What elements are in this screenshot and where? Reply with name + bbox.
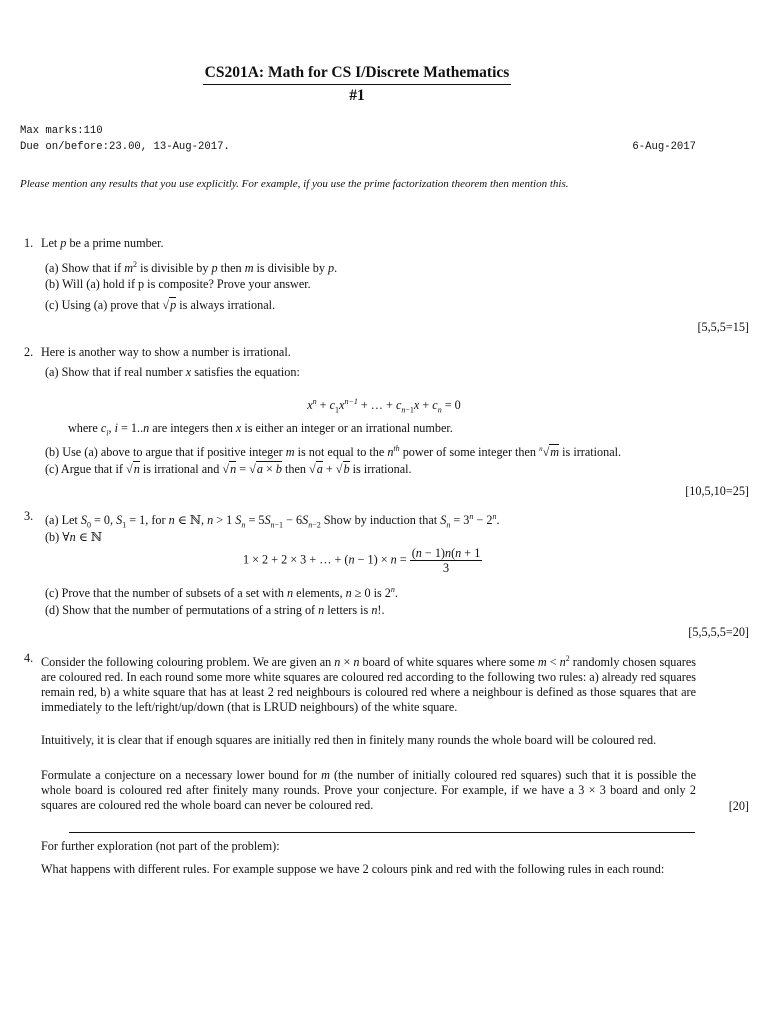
q2-number: 2.	[24, 345, 34, 359]
q1-part-c: (c) Using (a) prove that √p is always irrational.	[45, 298, 276, 312]
q4-number: 4.	[24, 651, 34, 665]
q3-equation: 1 × 2 + 2 × 3 + … + (n − 1) × n = $\frac{(n - 1)n(n + 1}{3}$	[243, 546, 481, 575]
q1-intro: Let p be a prime number.	[41, 236, 164, 250]
q3-marks: [5,5,5,5=20]	[688, 625, 749, 639]
assignment-number: #1	[349, 87, 365, 104]
q3-number: 3.	[24, 509, 34, 523]
q1-marks: [5,5,5=15]	[697, 320, 749, 334]
q1-number: 1.	[24, 236, 34, 250]
q3-part-b: (b) ∀n ∈ ℕ	[45, 530, 102, 544]
due-date: Due on/before:23.00, 13-Aug-2017.	[20, 141, 230, 153]
instructions-note: Please mention any results that you use explicitly. For example, if you use the prime factorization theorem then mention this.	[20, 178, 569, 190]
q4-paragraph-1: Consider the following colouring problem. We are given an n × n board of white squares where some $m < n^2$ randomly chosen squares are coloured red. In each round some more white squares are coloured red according to the following two rules: a) already red squares remain red, b) a white square that has at least 2 red neighbours is coloured red where a neighbour is defined as those squares that are immediately to the left/right/up/down (that is LRUD neighbours) of the white square.	[41, 654, 697, 715]
issue-date: 6-Aug-2017	[632, 141, 696, 153]
page-title: CS201A: Math for CS I/Discrete Mathematics	[0, 63, 714, 85]
q2-part-a: (a) Show that if real number x satisfies the equation:	[45, 365, 300, 379]
q2-equation: $x^n + c_1x^{n-1}$ + … + $c_{n-1}x + c_n = 0$	[307, 397, 461, 415]
q3-part-c: (c) Prove that the number of subsets of a set with n elements, n ≥ 0 is 2$^n$.	[45, 585, 398, 601]
section-divider	[69, 832, 695, 833]
further-text: What happens with different rules. For example suppose we have 2 colours pink and red with the following rules in each round:	[41, 862, 665, 876]
q3-part-d: (d) Show that the number of permutations of a string of n letters is n!.	[45, 603, 385, 617]
q2-part-c: (c) Argue that if √n is irrational and √n = √a × b then √a + √b is irrational.	[45, 462, 412, 476]
q1-part-b: (b) Will (a) hold if p is composite? Prove your answer.	[45, 277, 311, 291]
q4-marks: [20]	[728, 799, 749, 813]
q4-paragraph-3: Formulate a conjecture on a necessary lower bound for m (the number of initially coloured red squares) such that it is possible the whole board is coloured red after finitely many rounds. Prove your conjecture. For example, if we have a 3 × 3 board and only 2 squares are coloured red the whole board can never be coloured red.	[41, 768, 696, 812]
q2-marks: [10,5,10=25]	[685, 484, 749, 498]
further-heading: For further exploration (not part of the problem):	[41, 839, 280, 853]
q2-part-b: (b) Use (a) above to argue that if positive integer m is not equal to the $n^{th}$ power of some integer then $^n$√m is irrational.	[45, 444, 622, 460]
q1-part-a: (a) Show that if $m^2$ is divisible by p then m is divisible by p.	[45, 260, 338, 276]
q3-part-a: (a) Let $S_0 = 0$, $S_1 = 1$, for n ∈ ℕ, n > 1 $S_n = 5S_{n-1} - 6S_{n-2}$ Show by induction that $S_n = 3^n - 2^n$.	[45, 512, 500, 530]
q2-intro: Here is another way to show a number is irrational.	[41, 345, 291, 359]
q4-paragraph-2: Intuitively, it is clear that if enough squares are initially red then in finitely many rounds the whole board will be coloured red.	[41, 733, 657, 747]
q2-where: where $c_i$, i = 1..n are integers then x is either an integer or an irrational number.	[68, 421, 453, 438]
max-marks: Max marks:110	[20, 125, 103, 137]
